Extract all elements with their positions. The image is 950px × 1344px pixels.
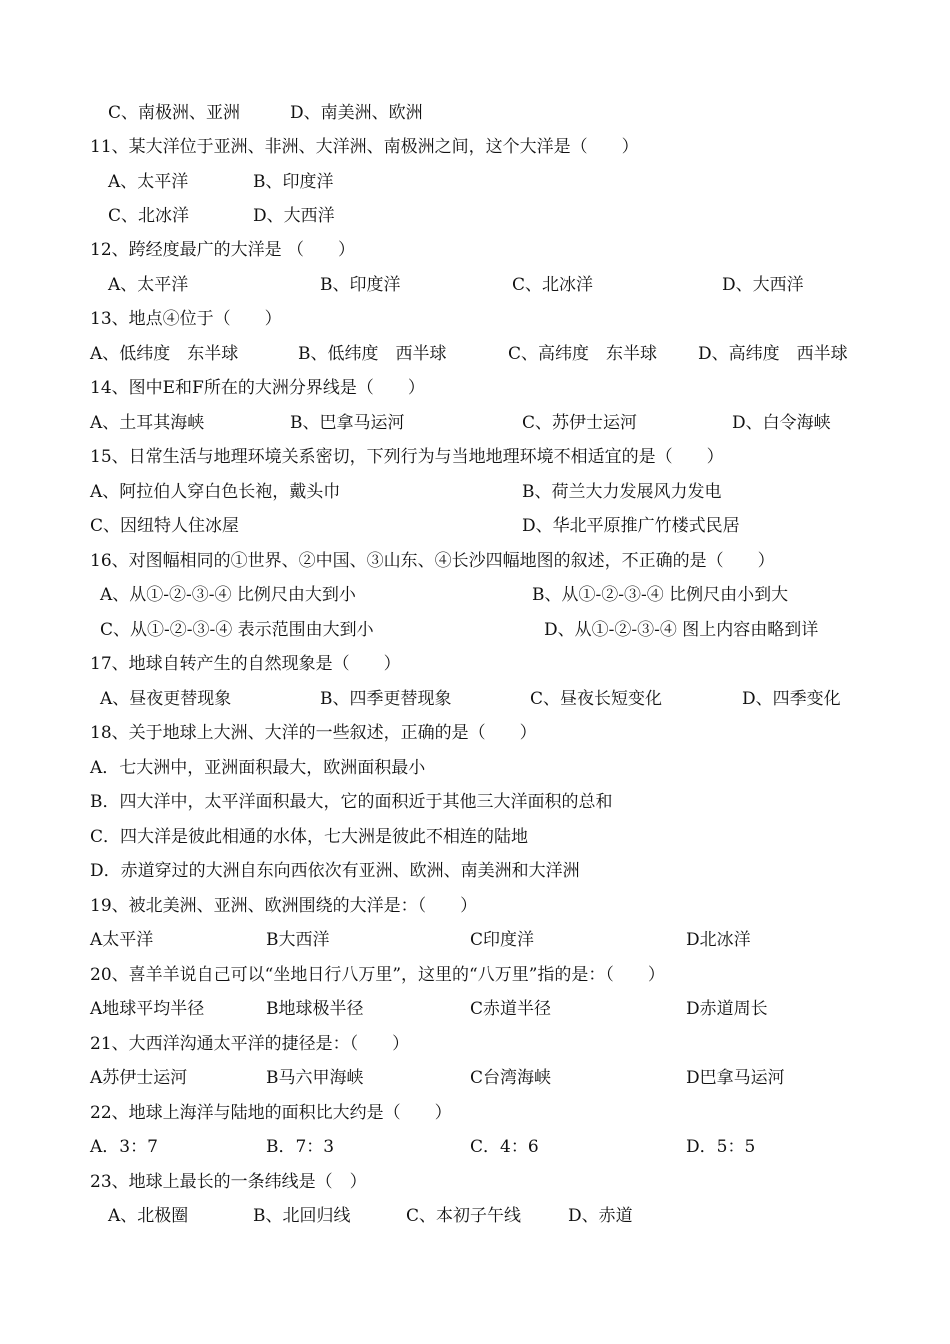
answer-option: D、大西洋: [722, 275, 804, 295]
answer-options-line: [0, 785, 950, 819]
answer-option: C、北冰洋: [512, 275, 594, 295]
answer-options-line: [0, 96, 950, 130]
question-text: 22、地球上海洋与陆地的面积比大约是（ ）: [90, 1103, 452, 1123]
answer-options-line: [0, 992, 950, 1026]
answer-option: B、巴拿马运河: [290, 413, 405, 433]
answer-options-line: [0, 1061, 950, 1095]
answer-option: A、低纬度 东半球: [90, 344, 239, 364]
question-line: [0, 130, 950, 164]
answer-option: B、印度洋: [320, 275, 401, 295]
answer-options-line: [0, 337, 950, 371]
answer-option: C、北冰洋: [108, 206, 190, 226]
question-text: 19、被北美洲、亚洲、欧洲围绕的大洋是：（ ）: [90, 896, 478, 916]
answer-options-line: [0, 613, 950, 647]
answer-option: D、南美洲、欧洲: [290, 103, 423, 123]
question-text: 20、喜羊羊说自己可以“坐地日行八万里”，这里的“八万里”指的是：（ ）: [90, 965, 665, 985]
answer-options-line: [0, 406, 950, 440]
answer-option: A、北极圈: [108, 1206, 189, 1226]
answer-option: B、低纬度 西半球: [298, 344, 447, 364]
question-text: 18、关于地球上大洲、大洋的一些叙述，正确的是（ ）: [90, 723, 537, 743]
answer-option: A、太平洋: [108, 275, 189, 295]
answer-option: C．四大洋是彼此相通的水体，七大洲是彼此不相连的陆地: [90, 827, 529, 847]
question-text: 11、某大洋位于亚洲、非洲、大洋洲、南极洲之间，这个大洋是（ ）: [90, 137, 639, 157]
answer-option: C印度洋: [470, 930, 535, 950]
answer-option: A．七大洲中，亚洲面积最大，欧洲面积最小: [90, 758, 426, 778]
answer-options-line: [0, 854, 950, 888]
answer-option: C、本初子午线: [406, 1206, 522, 1226]
answer-option: D、高纬度 西半球: [698, 344, 848, 364]
answer-options-line: [0, 578, 950, 612]
question-text: 15、日常生活与地理环境关系密切，下列行为与当地地理环境不相适宜的是（ ）: [90, 447, 724, 467]
answer-option: B．7：3: [266, 1137, 335, 1157]
answer-options-line: [0, 751, 950, 785]
question-line: [0, 371, 950, 405]
answer-option: C台湾海峡: [470, 1068, 552, 1088]
answer-option: C赤道半径: [470, 999, 552, 1019]
answer-option: D、白令海峡: [732, 413, 831, 433]
question-line: [0, 958, 950, 992]
answer-option: B、北回归线: [253, 1206, 351, 1226]
answer-option: B、印度洋: [253, 172, 334, 192]
answer-option: D、大西洋: [253, 206, 335, 226]
answer-option: D巴拿马运河: [686, 1068, 785, 1088]
question-line: [0, 1165, 950, 1199]
answer-option: C．4：6: [470, 1137, 539, 1157]
answer-option: C、因纽特人住冰屋: [90, 516, 240, 536]
answer-option: B、从①-②-③-④ 比例尺由小到大: [532, 585, 789, 605]
question-line: [0, 716, 950, 750]
question-line: [0, 1096, 950, 1130]
answer-option: A、昼夜更替现象: [100, 689, 232, 709]
answer-option: A、从①-②-③-④ 比例尺由大到小: [100, 585, 356, 605]
answer-options-line: [0, 923, 950, 957]
question-line: [0, 544, 950, 578]
answer-option: B．四大洋中，太平洋面积最大，它的面积近于其他三大洋面积的总和: [90, 792, 613, 812]
answer-option: D、赤道: [568, 1206, 633, 1226]
question-text: 13、地点④位于（ ）: [90, 309, 282, 329]
answer-option: D北冰洋: [686, 930, 751, 950]
question-line: [0, 647, 950, 681]
answer-option: D．赤道穿过的大洲自东向西依次有亚洲、欧洲、南美洲和大洋洲: [90, 861, 580, 881]
answer-option: C、昼夜长短变化: [530, 689, 663, 709]
answer-options-line: [0, 165, 950, 199]
answer-option: B、四季更替现象: [320, 689, 452, 709]
answer-option: B地球极半径: [266, 999, 364, 1019]
answer-options-line: [0, 820, 950, 854]
answer-option: A、太平洋: [108, 172, 189, 192]
question-text: 23、地球上最长的一条纬线是（ ）: [90, 1172, 367, 1192]
question-line: [0, 1027, 950, 1061]
answer-option: A、土耳其海峡: [90, 413, 205, 433]
question-line: [0, 233, 950, 267]
question-text: 16、对图幅相同的①世界、②中国、③山东、④长沙四幅地图的叙述，不正确的是（ ）: [90, 551, 775, 571]
question-text: 14、图中E和F所在的大洲分界线是（ ）: [90, 378, 425, 398]
answer-option: D赤道周长: [686, 999, 768, 1019]
question-line: [0, 440, 950, 474]
question-text: 17、地球自转产生的自然现象是（ ）: [90, 654, 401, 674]
answer-option: D、四季变化: [742, 689, 841, 709]
answer-option: C、从①-②-③-④ 表示范围由大到小: [100, 620, 374, 640]
answer-options-line: [0, 1130, 950, 1164]
answer-options-line: [0, 199, 950, 233]
answer-options-line: [0, 475, 950, 509]
answer-option: B、荷兰大力发展风力发电: [522, 482, 722, 502]
answer-option: A地球平均半径: [90, 999, 205, 1019]
answer-options-line: [0, 682, 950, 716]
answer-option: B马六甲海峡: [266, 1068, 364, 1088]
answer-option: C、南极洲、亚洲: [108, 103, 241, 123]
answer-option: C、高纬度 东半球: [508, 344, 658, 364]
answer-options-line: [0, 509, 950, 543]
question-text: 12、跨经度最广的大洋是 （ ）: [90, 240, 356, 260]
answer-option: A太平洋: [90, 930, 154, 950]
question-line: [0, 889, 950, 923]
answer-options-line: [0, 1199, 950, 1233]
answer-option: D、从①-②-③-④ 图上内容由略到详: [544, 620, 819, 640]
answer-option: A．3：7: [90, 1137, 158, 1157]
answer-option: A苏伊士运河: [90, 1068, 188, 1088]
question-line: [0, 302, 950, 336]
answer-option: C、苏伊士运河: [522, 413, 638, 433]
answer-option: D．5：5: [686, 1137, 756, 1157]
answer-option: A、阿拉伯人穿白色长袍，戴头巾: [90, 482, 341, 502]
answer-option: B大西洋: [266, 930, 330, 950]
answer-option: D、华北平原推广竹楼式民居: [522, 516, 740, 536]
question-text: 21、大西洋沟通太平洋的捷径是：（ ）: [90, 1034, 410, 1054]
answer-options-line: [0, 268, 950, 302]
